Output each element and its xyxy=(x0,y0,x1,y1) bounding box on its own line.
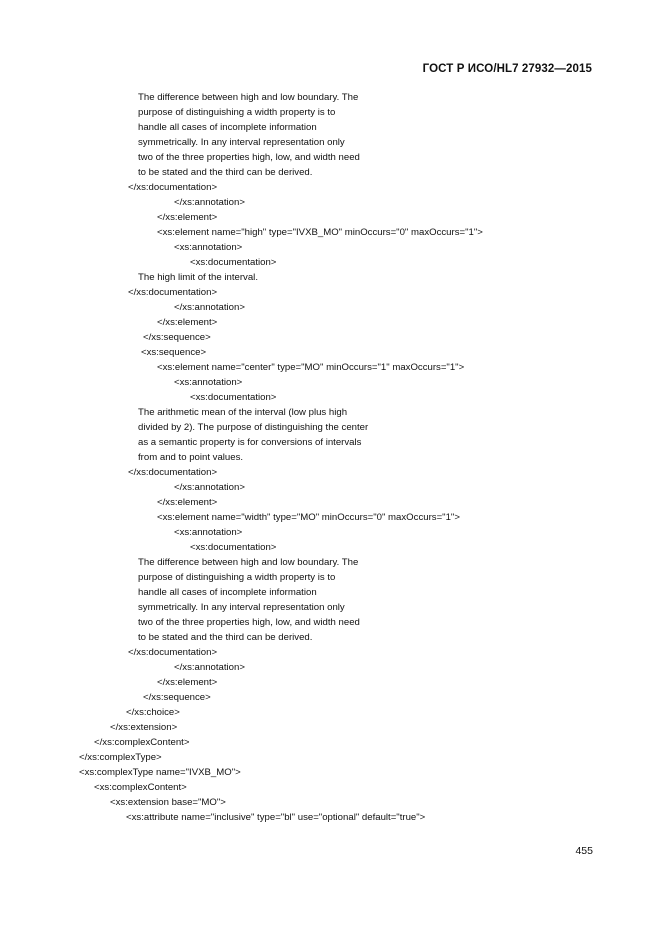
code-line: symmetrically. In any interval representation only xyxy=(138,602,345,613)
code-line: to be stated and the third can be derived. xyxy=(138,632,313,643)
code-line: <xs:annotation> xyxy=(174,377,243,388)
code-line: The high limit of the interval. xyxy=(138,272,258,283)
code-line: <xs:documentation> xyxy=(190,257,277,268)
code-line: </xs:complexType> xyxy=(79,752,162,763)
code-line: <xs:complexContent> xyxy=(94,782,187,793)
code-line: </xs:annotation> xyxy=(174,482,245,493)
code-line: as a semantic property is for conversions of intervals xyxy=(138,437,362,448)
code-line: <xs:sequence> xyxy=(141,347,207,358)
code-line: </xs:annotation> xyxy=(174,197,245,208)
code-line: to be stated and the third can be derived. xyxy=(138,167,313,178)
code-line: <xs:element name="high" type="IVXB_MO" minOccurs="0" maxOccurs="1"> xyxy=(157,227,483,238)
code-line: purpose of distinguishing a width property is to xyxy=(138,572,336,583)
code-line: </xs:element> xyxy=(157,317,218,328)
code-line: </xs:sequence> xyxy=(143,332,211,343)
code-line: </xs:choice> xyxy=(126,707,180,718)
code-line: The arithmetic mean of the interval (low plus high xyxy=(138,407,348,418)
code-line: </xs:element> xyxy=(157,677,218,688)
code-line: <xs:annotation> xyxy=(174,242,243,253)
page-number: 455 xyxy=(575,845,593,857)
code-line: </xs:extension> xyxy=(110,722,178,733)
code-line: <xs:element name="center" type="MO" minOccurs="1" maxOccurs="1"> xyxy=(157,362,465,373)
code-line: two of the three properties high, low, and width need xyxy=(138,152,360,163)
code-line: <xs:documentation> xyxy=(190,542,277,553)
code-line: purpose of distinguishing a width property is to xyxy=(138,107,336,118)
code-line: The difference between high and low boundary. The xyxy=(138,92,359,103)
code-line: <xs:complexType name="IVXB_MO"> xyxy=(79,767,241,778)
code-line: </xs:complexContent> xyxy=(94,737,190,748)
code-line: </xs:documentation> xyxy=(128,287,218,298)
code-line: two of the three properties high, low, and width need xyxy=(138,617,360,628)
code-line: <xs:element name="width" type="MO" minOccurs="0" maxOccurs="1"> xyxy=(157,512,460,523)
code-line: </xs:annotation> xyxy=(174,302,245,313)
code-line: </xs:annotation> xyxy=(174,662,245,673)
code-line: from and to point values. xyxy=(138,452,244,463)
code-line: <xs:annotation> xyxy=(174,527,243,538)
code-line: </xs:documentation> xyxy=(128,647,218,658)
code-line: </xs:documentation> xyxy=(128,182,218,193)
code-line: </xs:documentation> xyxy=(128,467,218,478)
code-line: divided by 2). The purpose of distinguishing the center xyxy=(138,422,369,433)
code-line: The difference between high and low boundary. The xyxy=(138,557,359,568)
code-line: <xs:documentation> xyxy=(190,392,277,403)
code-line: symmetrically. In any interval representation only xyxy=(138,137,345,148)
standard-title: ГОСТ Р ИСО/HL7 27932—2015 xyxy=(422,63,592,75)
code-line: <xs:attribute name="inclusive" type="bl" use="optional" default="true"> xyxy=(126,812,426,823)
code-line: </xs:sequence> xyxy=(143,692,211,703)
code-line: <xs:extension base="MO"> xyxy=(110,797,226,808)
code-line: handle all cases of incomplete information xyxy=(138,587,317,598)
code-line: </xs:element> xyxy=(157,212,218,223)
code-line: handle all cases of incomplete information xyxy=(138,122,317,133)
code-line: </xs:element> xyxy=(157,497,218,508)
